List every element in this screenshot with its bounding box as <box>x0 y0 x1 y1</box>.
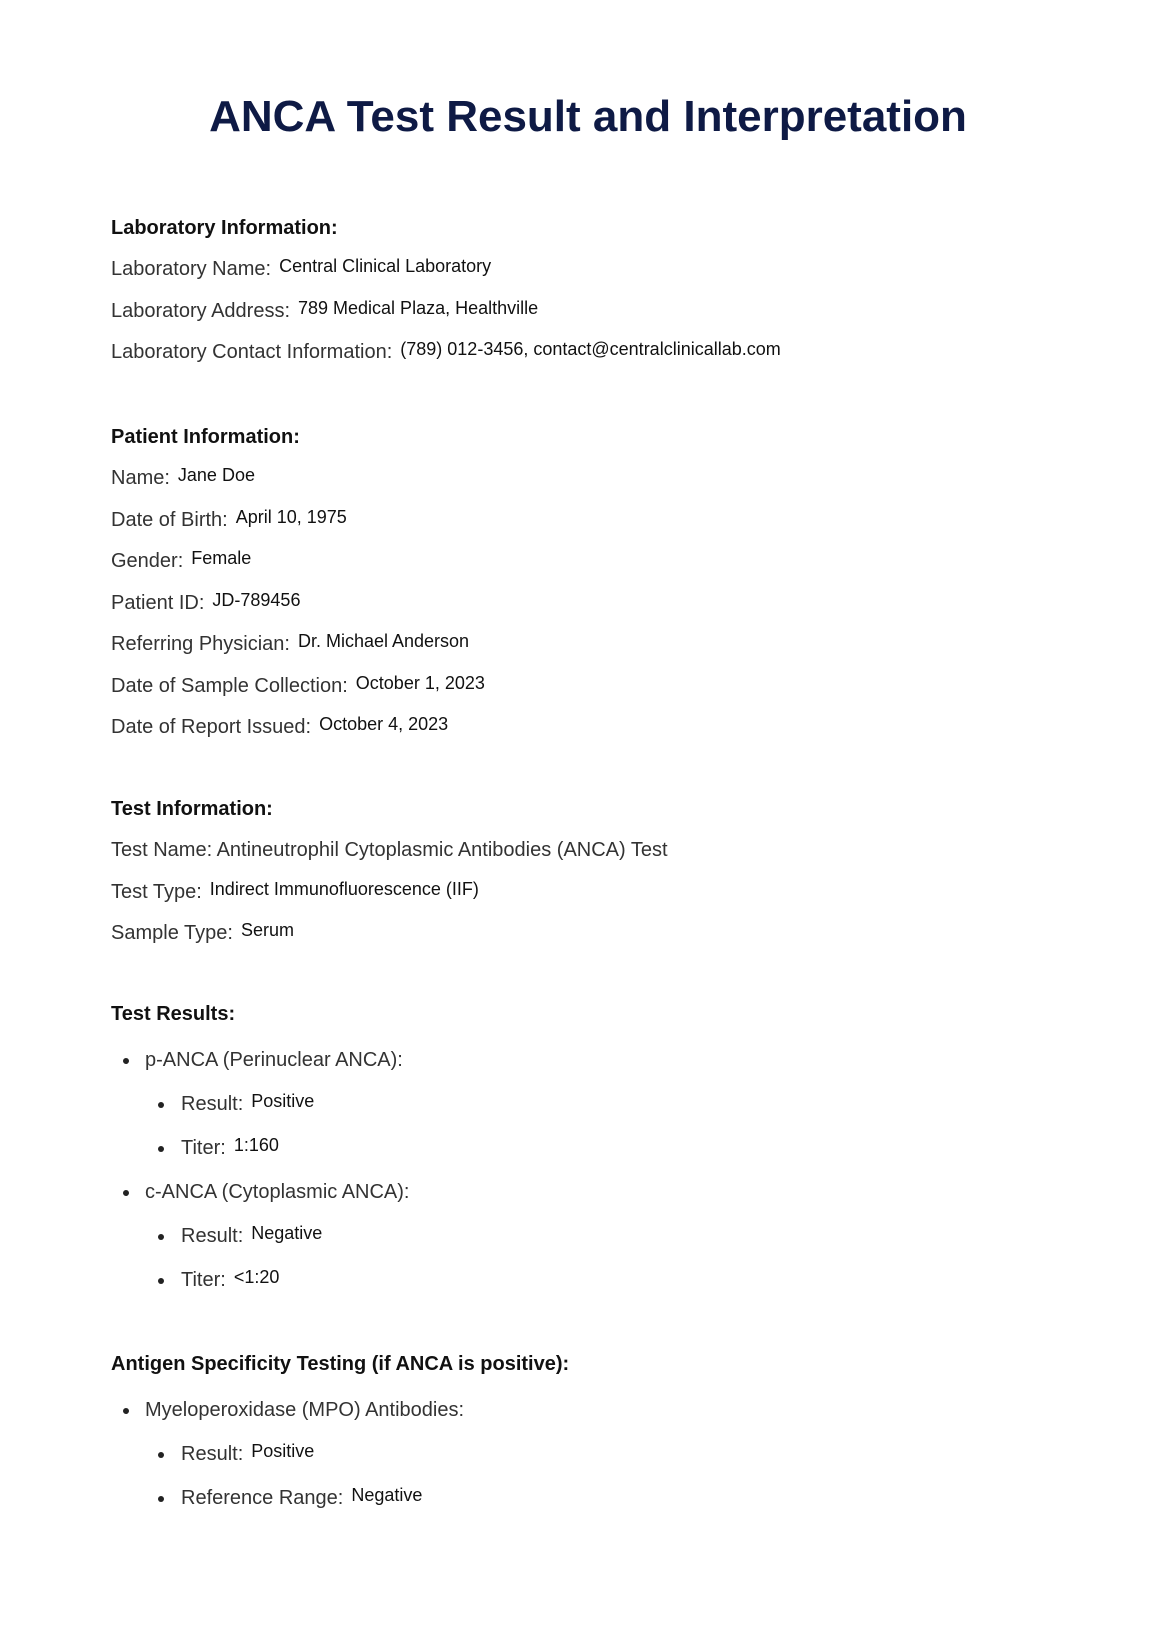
field-label: Sample Type: <box>111 922 233 944</box>
field-row <box>111 591 1111 633</box>
field-value: Dr. Michael Anderson <box>297 631 470 651</box>
field-row <box>111 340 1111 382</box>
field-row <box>111 715 1111 757</box>
field-value: Indirect Immunofluorescence (IIF) <box>209 878 479 899</box>
sub-list-item <box>111 1268 1111 1312</box>
section-heading: Test Information: <box>111 798 273 820</box>
field-row <box>111 674 1111 716</box>
field-label: Patient ID: <box>111 591 205 614</box>
field-value: October 1, 2023 <box>355 672 485 693</box>
field-value: Central Clinical Laboratory <box>279 256 492 276</box>
field-row <box>111 632 1111 674</box>
field-label: Titer: <box>181 1137 226 1159</box>
field-value: 789 Medical Plaza, Healthville <box>298 297 539 318</box>
field-value: 1:160 <box>233 1135 279 1155</box>
field-label: Laboratory Address: <box>111 299 290 322</box>
page-title: ANCA Test Result and Interpretation <box>209 92 967 141</box>
list-item: p-ANCA (Perinuclear ANCA): <box>111 1048 1111 1092</box>
field-row <box>111 508 1111 550</box>
field-label: Name: <box>111 467 170 489</box>
patient-section <box>111 425 1111 757</box>
field-label: Laboratory Contact Information: <box>111 341 393 363</box>
field-label: Date of Report Issued: <box>111 716 312 738</box>
list-item: Myeloperoxidase (MPO) Antibodies: <box>111 1398 1111 1442</box>
field-label: Result: <box>181 1225 244 1247</box>
section-heading: Antigen Specificity Testing (if ANCA is positive): <box>111 1353 570 1375</box>
field-value: Positive <box>251 1441 315 1461</box>
field-value: Negative <box>251 1223 323 1243</box>
field-label: Result: <box>181 1443 244 1465</box>
field-label: Titer: <box>181 1269 226 1291</box>
test-name-line: Test Name: Antineutrophil Cytoplasmic Antibodies (ANCA) Test <box>111 839 668 861</box>
field-label: Test Type: <box>111 880 202 903</box>
field-row <box>111 921 1111 963</box>
sub-list-item <box>111 1136 1111 1180</box>
section-heading: Laboratory Information: <box>111 217 338 239</box>
field-value: Negative <box>351 1485 423 1505</box>
test-results-section <box>111 1002 1111 1312</box>
field-row <box>111 299 1111 341</box>
field-row <box>111 549 1111 591</box>
field-value: Positive <box>251 1091 315 1111</box>
sub-list-item <box>111 1224 1111 1268</box>
field-label: Reference Range: <box>181 1487 344 1509</box>
test-information-section <box>111 797 1111 963</box>
field-value: Serum <box>240 920 294 940</box>
field-label: Result: <box>181 1093 244 1115</box>
field-row <box>111 257 1111 299</box>
field-value: JD-789456 <box>212 589 301 610</box>
field-label: Gender: <box>111 550 184 572</box>
list-item: c-ANCA (Cytoplasmic ANCA): <box>111 1180 1111 1224</box>
field-row <box>111 466 1111 508</box>
field-value: <1:20 <box>233 1267 280 1287</box>
field-row <box>111 880 1111 922</box>
field-value: (789) 012-3456, contact@centralclinicallab.com <box>400 339 781 359</box>
laboratory-section <box>111 216 1111 382</box>
sub-list-item <box>111 1486 1111 1530</box>
sub-list-item <box>111 1442 1111 1486</box>
section-heading: Patient Information: <box>111 426 300 448</box>
field-label: Date of Sample Collection: <box>111 674 348 697</box>
field-label: Referring Physician: <box>111 633 290 655</box>
field-value: April 10, 1975 <box>235 506 347 527</box>
antigen-section <box>111 1352 1111 1530</box>
field-value: October 4, 2023 <box>319 714 449 734</box>
field-value: Jane Doe <box>177 465 255 485</box>
field-value: Female <box>191 548 252 568</box>
sub-list-item <box>111 1092 1111 1136</box>
field-label: Date of Birth: <box>111 508 228 531</box>
section-heading: Test Results: <box>111 1003 236 1025</box>
field-label: Laboratory Name: <box>111 258 272 280</box>
